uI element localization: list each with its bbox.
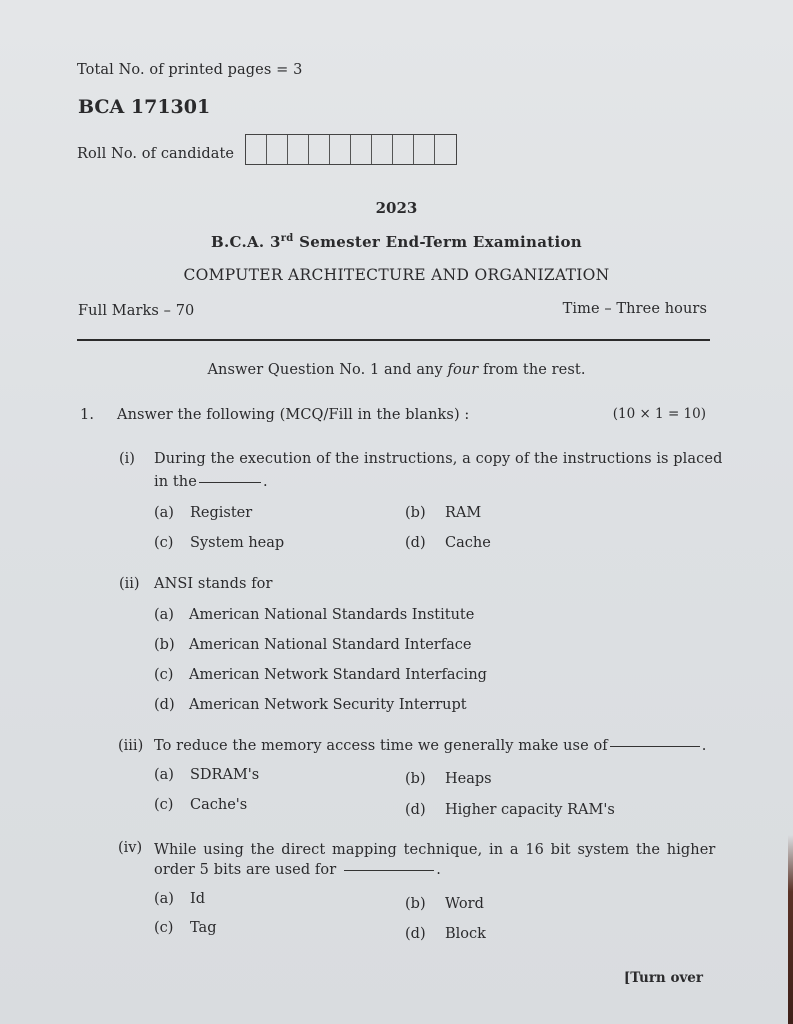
subquestion-text (154, 738, 706, 754)
instruction (0, 362, 793, 378)
option-letter: (d) (405, 802, 426, 818)
header-divider (77, 339, 710, 341)
roll-number-box[interactable] (372, 135, 393, 164)
subquestion-text-before-blank: To reduce the memory access time we generally make use of (154, 738, 608, 754)
option-text: Register (190, 505, 253, 521)
subquestion-label: (ii) (119, 576, 140, 592)
fill-blank (610, 746, 700, 747)
exam-title-prefix: B.C.A. 3 (210, 233, 281, 251)
subquestion-text-before-blank: in the (154, 474, 197, 490)
subquestion-text: During the execution of the instructions, a copy of the instructions is placed (154, 451, 723, 467)
subquestion-text-line2 (154, 862, 441, 878)
option-text: Block (445, 926, 486, 942)
instruction-after: from the rest. (478, 362, 586, 378)
option-text: Cache (445, 535, 491, 551)
option-text: American National Standard Interface (189, 637, 472, 653)
option-letter: (c) (154, 920, 174, 936)
exam-year: 2023 (375, 199, 418, 217)
question-marks: (10 × 1 = 10) (612, 406, 706, 422)
exam-title-suffix: Semester End-Term Examination (293, 233, 583, 251)
roll-number-box[interactable] (288, 135, 309, 164)
option-letter: (c) (154, 797, 174, 813)
subquestion-label: (iv) (118, 840, 143, 856)
option-text: Cache's (190, 797, 248, 813)
exam-title-sup: rd (280, 233, 294, 244)
option-text: System heap (190, 535, 285, 551)
option-letter: (d) (405, 926, 426, 942)
instruction-emphasis: four (447, 362, 479, 378)
roll-number-label: Roll No. of candidate (77, 146, 235, 162)
roll-number-box[interactable] (351, 135, 372, 164)
roll-number-box[interactable] (309, 135, 330, 164)
question-text: Answer the following (MCQ/Fill in the blanks) : (117, 407, 470, 423)
option-letter: (a) (154, 607, 174, 623)
printed-pages: Total No. of printed pages = 3 (77, 62, 303, 78)
subquestion-text: While using the direct mapping technique, in a 16 bit system the higher (154, 842, 716, 858)
question-number: 1. (80, 407, 95, 423)
option-text: Word (445, 896, 484, 912)
exam-title (0, 233, 793, 251)
option-letter: (b) (405, 896, 426, 912)
roll-number-box[interactable] (330, 135, 351, 164)
option-letter: (d) (154, 697, 175, 713)
roll-number-box[interactable] (393, 135, 414, 164)
exam-time: Time – Three hours (562, 301, 707, 317)
paper-code: BCA 171301 (78, 96, 211, 118)
roll-number-box[interactable] (267, 135, 288, 164)
roll-number-box[interactable] (246, 135, 267, 164)
option-letter: (b) (405, 771, 426, 787)
subquestion-text-line2 (154, 474, 268, 490)
option-text: RAM (445, 505, 482, 521)
subquestion-text-after-blank: . (262, 474, 268, 490)
table-edge (788, 835, 793, 1024)
fill-blank (344, 870, 434, 871)
roll-number-box[interactable] (435, 135, 456, 164)
option-text: Heaps (445, 771, 492, 787)
option-text: Higher capacity RAM's (445, 802, 615, 818)
option-text: American National Standards Institute (189, 607, 475, 623)
option-text: American Network Standard Interfacing (189, 667, 487, 683)
option-letter: (a) (154, 767, 174, 783)
option-letter: (b) (405, 505, 426, 521)
option-letter: (c) (154, 667, 174, 683)
subquestion-text-after-blank: . (701, 738, 707, 754)
option-text: Id (190, 891, 206, 907)
turn-over-note: [Turn over (623, 970, 703, 986)
option-text: American Network Security Interrupt (189, 697, 467, 713)
subquestion-text: ANSI stands for (154, 576, 273, 592)
option-letter: (c) (154, 535, 174, 551)
option-letter: (b) (154, 637, 175, 653)
option-letter: (a) (154, 891, 174, 907)
option-text: Tag (190, 920, 217, 936)
instruction-before: Answer Question No. 1 and any (207, 362, 448, 378)
subquestion-label: (i) (119, 451, 135, 467)
subquestion-text-after-blank: . (436, 862, 441, 878)
option-letter: (a) (154, 505, 174, 521)
fill-blank (199, 482, 261, 483)
option-text: SDRAM's (190, 767, 260, 783)
subquestion-text-before-blank: order 5 bits are used for (154, 862, 337, 878)
roll-number-box[interactable] (414, 135, 435, 164)
full-marks: Full Marks – 70 (78, 303, 195, 319)
subject-title: COMPUTER ARCHITECTURE AND ORGANIZATION (183, 266, 610, 284)
subquestion-label: (iii) (118, 738, 144, 754)
option-letter: (d) (405, 535, 426, 551)
roll-number-grid[interactable] (245, 134, 457, 165)
